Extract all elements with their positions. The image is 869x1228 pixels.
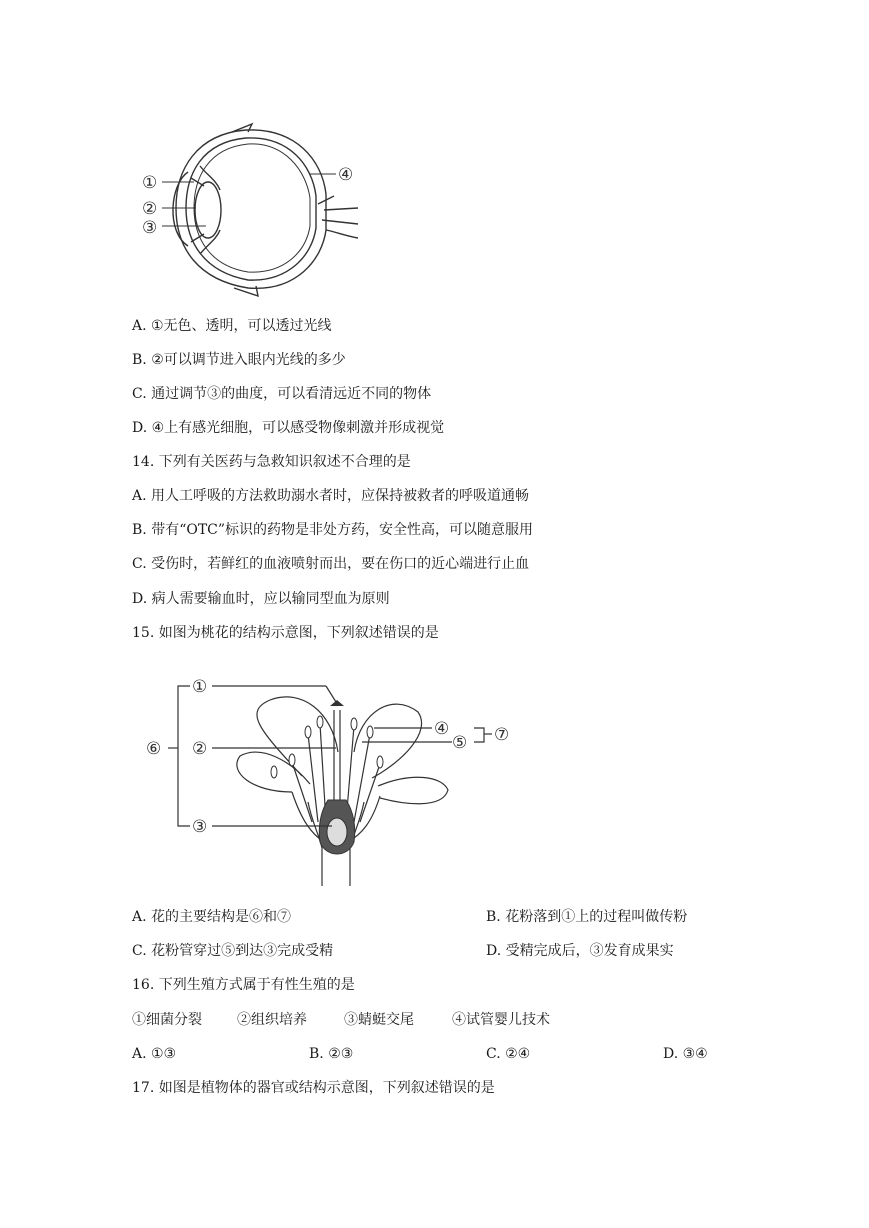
q16-option-b: B. ②③: [309, 1046, 354, 1062]
q15-stem: 15. 如图为桃花的结构示意图，下列叙述错误的是: [132, 625, 439, 641]
q15-option-a: A. 花的主要结构是⑥和⑦: [132, 909, 292, 925]
q17-stem: 17. 如图是植物体的器官或结构示意图，下列叙述错误的是: [132, 1080, 495, 1096]
q15-option-b: B. 花粉落到①上的过程叫做传粉: [486, 909, 688, 925]
eye-label-1: ①: [142, 173, 158, 193]
q14-stem: 14. 下列有关医药与急救知识叙述不合理的是: [132, 454, 411, 470]
flower-label-4: ④: [434, 719, 450, 739]
q16-item-1: ①细菌分裂: [132, 1012, 202, 1028]
q14-option-d: D. 病人需要输血时，应以输同型血为原则: [132, 591, 390, 607]
q16-option-a: A. ①③: [132, 1046, 177, 1062]
q16-option-d: D. ③④: [663, 1046, 708, 1062]
peach-flower-diagram: [142, 672, 522, 894]
q16-item-4: ④试管婴儿技术: [452, 1012, 550, 1028]
q13-option-d: D. ④上有感光细胞，可以感受物像刺激并形成视觉: [132, 420, 445, 436]
q14-option-b: B. 带有“OTC”标识的药物是非处方药，安全性高，可以随意服用: [132, 522, 534, 538]
q13-option-b: B. ②可以调节进入眼内光线的多少: [132, 352, 346, 368]
q14-option-c: C. 受伤时，若鲜红的血液喷射而出，要在伤口的近心端进行止血: [132, 556, 530, 572]
q16-stem: 16. 下列生殖方式属于有性生殖的是: [132, 977, 355, 993]
flower-label-3: ③: [192, 817, 208, 837]
q16-option-c: C. ②④: [486, 1046, 531, 1062]
eye-label-4: ④: [338, 165, 354, 185]
q13-option-a: A. ①无色、透明，可以透过光线: [132, 318, 332, 334]
q16-item-3: ③蜻蜓交尾: [344, 1012, 414, 1028]
q15-option-d: D. 受精完成后，③发育成果实: [486, 943, 674, 959]
flower-label-6: ⑥: [146, 739, 162, 759]
eye-label-2: ②: [142, 199, 158, 219]
flower-label-2: ②: [192, 739, 208, 759]
eye-diagram: [136, 120, 376, 300]
flower-label-5: ⑤: [452, 733, 468, 753]
flower-label-7: ⑦: [494, 725, 510, 745]
q14-option-a: A. 用人工呼吸的方法救助溺水者时，应保持被救者的呼吸道通畅: [132, 488, 530, 504]
q13-option-c: C. 通过调节③的曲度，可以看清远近不同的物体: [132, 386, 432, 402]
q16-item-2: ②组织培养: [237, 1012, 307, 1028]
q15-option-c: C. 花粉管穿过⑤到达③完成受精: [132, 943, 334, 959]
flower-label-1: ①: [192, 677, 208, 697]
eye-label-3: ③: [142, 218, 158, 238]
